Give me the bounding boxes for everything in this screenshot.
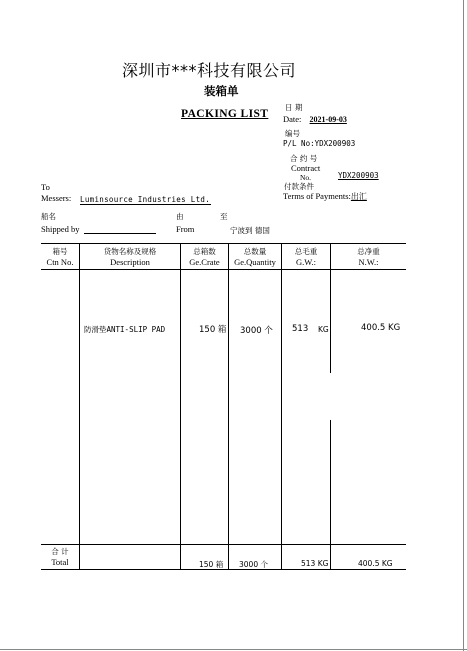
col-divider-3 [228, 243, 229, 569]
header-description-en: Description [110, 257, 150, 267]
header-gw [282, 246, 330, 268]
doc-title-en: PACKING LIST [181, 108, 269, 120]
total-quantity: 3000 个 [239, 560, 268, 569]
row-gw-unit: KG [318, 325, 329, 334]
pl-no-label: P/L No: [283, 139, 315, 148]
messrs-label: Messers: [41, 193, 72, 203]
total-label [41, 546, 79, 568]
route-from-cn: 由 [176, 212, 184, 221]
payment-label-cn: 付款条件 [284, 182, 314, 191]
date-label-cn: 日 期 [285, 103, 303, 112]
header-gw-cn: 总毛重 [294, 247, 318, 256]
date-value: 2021-09-03 [309, 115, 347, 124]
total-nw: 400.5 KG [358, 559, 393, 568]
col-divider-5b [330, 420, 331, 569]
shipped-underline [84, 233, 156, 234]
contract-label-cn: 合 约 号 [290, 154, 318, 163]
header-nw [331, 246, 406, 268]
header-nw-cn: 总净重 [357, 247, 380, 256]
header-quantity-en: Ge.Quantity [234, 257, 276, 267]
messrs-value: Luminsource Industries Ltd. [80, 195, 211, 204]
table-header-border [41, 269, 406, 270]
payment-value: 出汇 [350, 192, 367, 201]
payment [283, 191, 367, 202]
header-crates [181, 246, 228, 268]
payment-label: Terms of Payments: [283, 191, 351, 201]
page-edge-bottom [0, 649, 467, 650]
table-total-border [41, 544, 406, 545]
header-quantity-cn: 总数量 [243, 247, 267, 256]
total-gw: 513 KG [301, 559, 329, 568]
total-label-en: Total [51, 557, 69, 567]
col-divider-1 [79, 243, 80, 569]
date-label-en [283, 114, 347, 124]
route-from-en: From [176, 224, 195, 234]
pl-no [283, 139, 355, 148]
header-description [80, 246, 180, 268]
header-quantity [229, 246, 281, 268]
row-gw: 513 [292, 324, 309, 334]
header-ctn-no-en: Ctn No. [46, 257, 74, 267]
pl-no-label-cn: 编号 [285, 129, 300, 138]
shipped-label-cn: 船名 [41, 212, 56, 221]
contract-label-no: No. [300, 173, 312, 182]
contract-value: YDX200903 [338, 171, 379, 180]
header-crates-cn: 总箱数 [193, 247, 216, 256]
company-name: 深圳市***科技有限公司 [122, 61, 297, 80]
header-ctn-no [41, 246, 79, 268]
header-description-cn: 货物名称及规格 [103, 247, 157, 256]
route-value: 宁波到 德国 [230, 226, 270, 235]
table-top-border [41, 243, 406, 244]
route-to-cn: 至 [220, 212, 228, 221]
row-crates: 150 箱 [199, 325, 227, 335]
header-crates-en: Ge.Crate [189, 257, 220, 267]
pl-no-value: YDX200903 [314, 139, 356, 148]
to-label: To [41, 182, 50, 192]
header-gw-en: G.W.: [296, 257, 316, 267]
page-edge-right [463, 0, 464, 651]
row-description: 防滑垫ANTI-SLIP PAD [84, 325, 166, 334]
header-nw-en: N.W.: [358, 257, 379, 267]
table-bottom-border [41, 569, 406, 570]
row-quantity: 3000 个 [240, 326, 273, 336]
contract-label-en: Contract [291, 163, 321, 173]
row-nw: 400.5 KG [361, 323, 401, 333]
header-ctn-no-cn: 箱号 [52, 247, 68, 256]
col-divider-4 [281, 243, 282, 569]
date-label: Date: [283, 114, 302, 124]
col-divider-2 [180, 243, 181, 569]
messrs-underline [80, 204, 211, 205]
shipped-label-en: Shipped by [41, 224, 80, 234]
doc-title-cn: 装箱单 [204, 84, 239, 98]
total-label-cn: 合 计 [51, 547, 69, 556]
total-crates: 150 箱 [199, 560, 224, 569]
